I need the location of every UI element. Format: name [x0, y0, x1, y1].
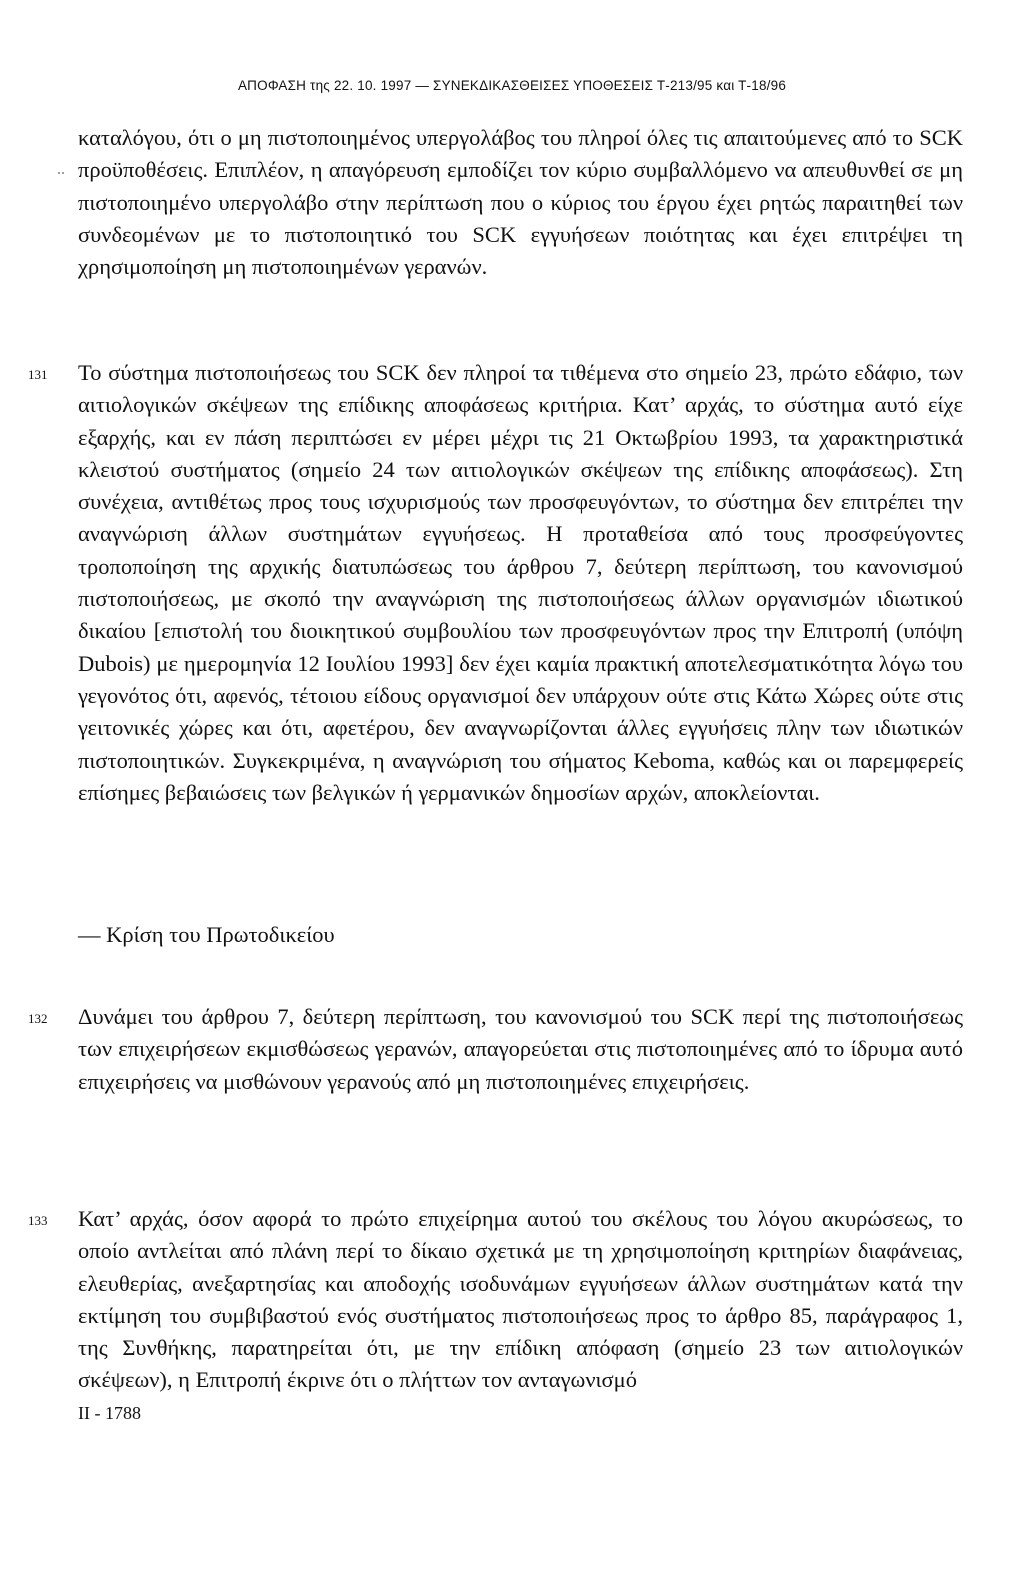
paragraph-text: Δυνάμει του άρθρου 7, δεύτερη περίπτωση, του κανονισμού του SCK περί της πιστοποιήσεως των επιχειρήσεων εκμισθώσεως γερανών, απαγορεύεται στις πιστοποιημένες από το ίδρυμα αυτό επιχειρήσεις να μισθώνουν γερανούς από μη πιστοποιημένες επιχειρήσεις.: [78, 1004, 963, 1094]
paragraph-131: [78, 357, 963, 809]
paragraph-text: Το σύστημα πιστοποιήσεως του SCK δεν πληροί τα τιθέμενα στο σημείο 23, πρώτο εδάφιο, των αιτιολογικών σκέψεων της επίδικης αποφάσεως κριτήρια. Κατ’ αρχάς, το σύστημα αυτό είχε εξαρχής, και εν πάση περιπτώσει εν μέρει μέχρι τις 21 Οκτωβρίου 1993, τα χαρακτηριστικά κλειστού συστήματος (σημείο 24 των αιτιολογικών σκέψεων της επίδικης αποφάσεως). Στη συνέχεια, αντιθέτως προς τους ισχυρισμούς των προσφευγόντων, το σύστημα δεν επιτρέπει την αναγνώριση άλλων συστημάτων εγγυήσεως. Η προταθείσα από τους προσφεύγοντες τροποποίηση της αρχικής διατυπώσεως του άρθρου 7, δεύτερη περίπτωση, του κανονισμού πιστοποιήσεως, με σκοπό την αναγνώριση της πιστοποιήσεως άλλων οργανισμών ιδιωτικού δικαίου [επιστολή του διοικητικού συμβουλίου των προσφευγόντων προς την Επιτροπή (υπόψη Dubois) με ημερομηνία 12 Ιουλίου 1993] δεν έχει καμία πρακτική αποτελεσματικότητα λόγω του γεγονότος ότι, αφενός, τέτοιου είδους οργανισμοί δεν υπάρχουν ούτε στις Κάτω Χώρες ούτε στις γειτονικές χώρες και ότι, αφετέρου, δεν αναγνωρίζονται άλλες εγγυήσεις πλην των ιδιωτικών πιστοποιητικών. Συγκεκριμένα, η αναγνώριση του σήματος Keboma, καθώς και οι παρεμφερείς επίσημες βεβαιώσεις των βελγικών ή γερμανικών δημοσίων αρχών, αποκλείονται.: [78, 360, 963, 805]
paragraph-number: 131: [28, 367, 48, 382]
paragraph-132: [78, 1001, 963, 1098]
section-heading: — Κρίση του Πρωτοδικείου: [78, 922, 335, 947]
paragraph-continued: [78, 122, 963, 283]
paragraph-number: 133: [28, 1213, 48, 1228]
paragraph-text: καταλόγου, ότι ο μη πιστοποιημένος υπεργολάβος του πληροί όλες τις απαιτούμενες από το SCK προϋποθέσεις. Επιπλέον, η απαγόρευση εμποδίζει τον κύριο συμβαλλόμενο να απευθυνθεί σε μη πιστοποιημένο υπεργολάβο στην περίπτωση που ο κύριος του έργου έχει ρητώς παραιτηθεί των συνδεομένων με το πιστοποιητικό του SCK εγγυήσεων ποιότητας και έχει επιτρέψει τη χρησιμοποίηση μη πιστοποιημένων γερανών.: [78, 125, 963, 280]
margin-mark: [58, 162, 66, 166]
paragraph-text: Κατ’ αρχάς, όσον αφορά το πρώτο επιχείρημα αυτού του σκέλους του λόγου ακυρώσεως, το οποίο αντλείται από πλάνη περί το δίκαιο σχετικά με τη χρησιμοποίηση κριτηρίων διαφάνειας, ελευθερίας, ανεξαρτησίας και αποδοχής ισοδυνάμων εγγυήσεων άλλων συστημάτων κατά την εκτίμηση του συμβιβαστού ενός συστήματος πιστοποιήσεως προς το άρθρο 85, παράγραφος 1, της Συνθήκης, παρατηρείται ότι, με την επίδικη απόφαση (σημείο 23 των αιτιολογικών σκέψεων), η Επιτροπή έκρινε ότι ο πλήττων τον ανταγωνισμό: [78, 1206, 963, 1393]
running-header: ΑΠΟΦΑΣΗ της 22. 10. 1997 — ΣΥΝΕΚΔΙΚΑΣΘΕΙΣΕΣ ΥΠΟΘΕΣΕΙΣ Τ-213/95 και Τ-18/96: [237, 78, 787, 93]
paragraph-number: 132: [28, 1011, 48, 1026]
page-number: II - 1788: [78, 1403, 141, 1423]
paragraph-133: [78, 1203, 963, 1397]
